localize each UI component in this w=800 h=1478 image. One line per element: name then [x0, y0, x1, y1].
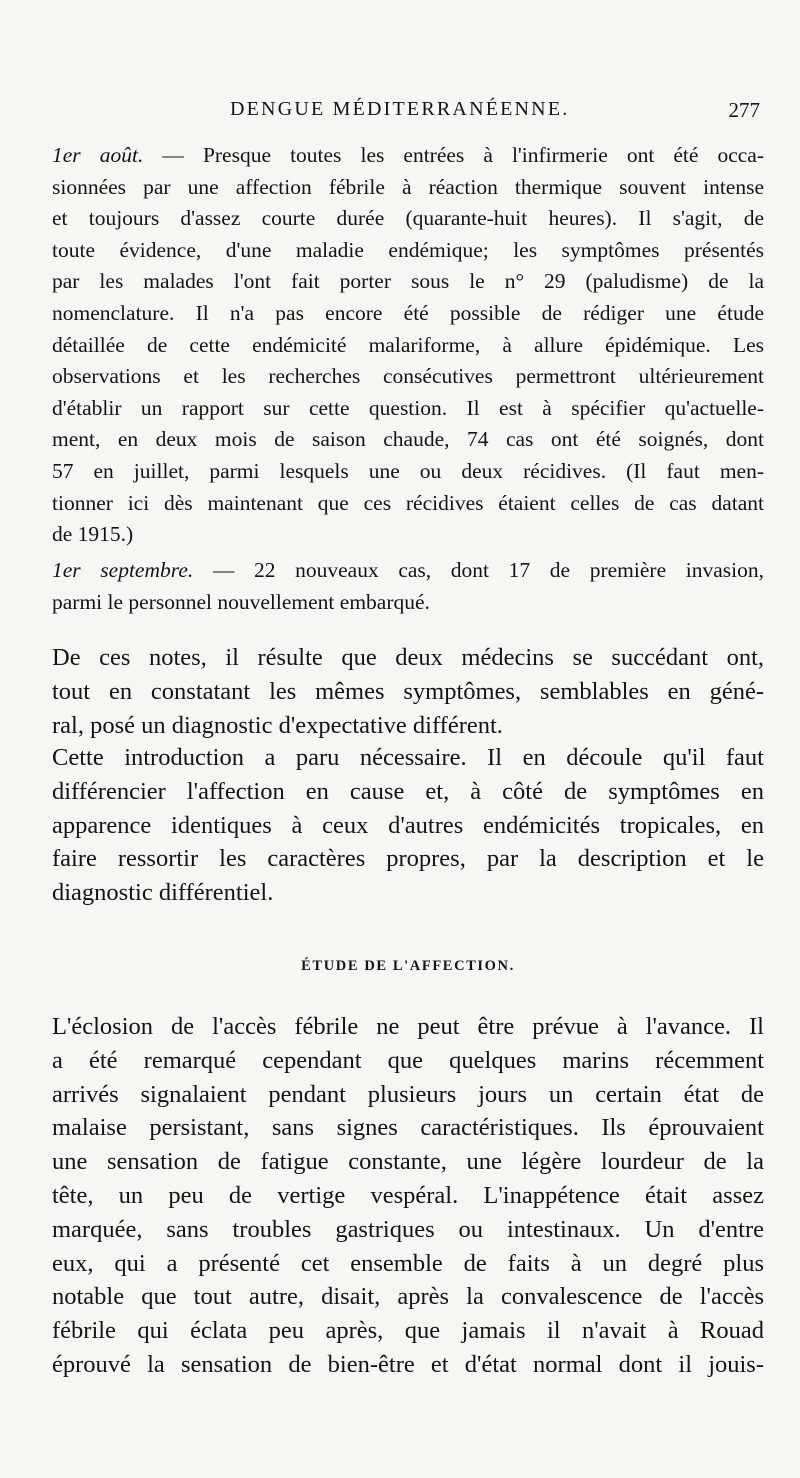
text-line: notable que tout autre, disait, après la convalescence de l'accès [52, 1283, 764, 1311]
text-line: une sensation de fatigue constante, une légère lourdeur de la [52, 1148, 764, 1176]
running-title: DENGUE MÉDITERRANÉENNE. [230, 98, 570, 120]
text-line: marquée, sans troubles gastriques ou intestinaux. Un d'entre [52, 1215, 764, 1243]
text-line: éprouvé la sensation de bien-être et d'état normal dont il jouis- [52, 1350, 764, 1378]
text-line: a été remarqué cependant que quelques marins récemment [52, 1046, 764, 1074]
paragraph-septembre [52, 555, 764, 618]
text-line: apparence identiques à ceux d'autres endémicités tropicales, en [52, 811, 764, 839]
text-line: parmi le personnel nouvellement embarqué. [52, 589, 430, 614]
text-line: sionnées par une affection fébrile à réaction thermique souvent intense [52, 174, 764, 199]
text-line: toute évidence, d'une maladie endémique; les symptômes présentés [52, 237, 764, 262]
text-line: d'établir un rapport sur cette question. Il est à spécifier qu'actuelle- [52, 395, 764, 420]
text-line: 57 en juillet, parmi lesquels une ou deux récidives. (Il faut men- [52, 458, 764, 483]
text-line: détaillée de cette endémicité malariforme, à allure épidémique. Les [52, 332, 764, 357]
text-line: faire ressortir les caractères propres, par la description et le [52, 845, 764, 873]
text-line: malaise persistant, sans signes caractéristiques. Ils éprouvaient [52, 1114, 764, 1142]
text-line: et toujours d'assez courte durée (quarante-huit heures). Il s'agit, de [52, 206, 764, 231]
text-line: Cette introduction a paru nécessaire. Il en découle qu'il faut [52, 744, 764, 771]
section-title: ÉTUDE DE L'AFFECTION. [301, 958, 515, 974]
text-line: De ces notes, il résulte que deux médecins se succédant ont, [52, 644, 764, 671]
date-label: 1er septembre. [52, 558, 194, 582]
text-line: eux, qui a présenté cet ensemble de faits à un degré plus [52, 1249, 764, 1277]
page-number: 277 [728, 98, 760, 122]
text-line: par les malades l'ont fait porter sous le n° 29 (paludisme) de la [52, 269, 764, 294]
text-line: 1er septembre. — 22 nouveaux cas, dont 17 de première invasion, [52, 558, 764, 582]
text-line: différencier l'affection en cause et, à côté de symptômes en [52, 777, 764, 805]
text-line: tête, un peu de vertige vespéral. L'inappétence était assez [52, 1181, 764, 1209]
text-line: L'éclosion de l'accès fébrile ne peut être prévue à l'avance. Il [52, 1013, 764, 1040]
paragraph-introduction [52, 741, 764, 910]
text-line: 1er août. — Presque toutes les entrées à l'infirmerie ont été occa- [52, 143, 765, 167]
text-line: diagnostic différentiel. [52, 879, 274, 907]
text-line: arrivés signalaient pendant plusieurs jours un certain état de [52, 1080, 764, 1108]
text-line: de 1915.) [52, 522, 134, 547]
paragraph-etude [52, 1010, 764, 1382]
text-line: fébrile qui éclata peu après, que jamais il n'avait à Rouad [52, 1317, 764, 1345]
text-line: observations et les recherches consécutives permettront ultérieurement [52, 364, 764, 389]
text-line: tout en constatant les mêmes symptômes, semblables en géné- [52, 677, 764, 705]
paragraph-notes [52, 641, 764, 742]
text-line: nomenclature. Il n'a pas encore été possible de rédiger une étude [52, 300, 764, 325]
text-line: tionner ici dès maintenant que ces récidives étaient celles de cas datant [52, 490, 764, 515]
book-page [52, 0, 764, 1478]
text-line: ral, posé un diagnostic d'expectative différent. [52, 711, 503, 739]
date-label: 1er août. [52, 143, 144, 167]
paragraph-aout [52, 140, 764, 551]
page-header [52, 98, 764, 128]
text-line: ment, en deux mois de saison chaude, 74 cas ont été soignés, dont [52, 427, 764, 452]
